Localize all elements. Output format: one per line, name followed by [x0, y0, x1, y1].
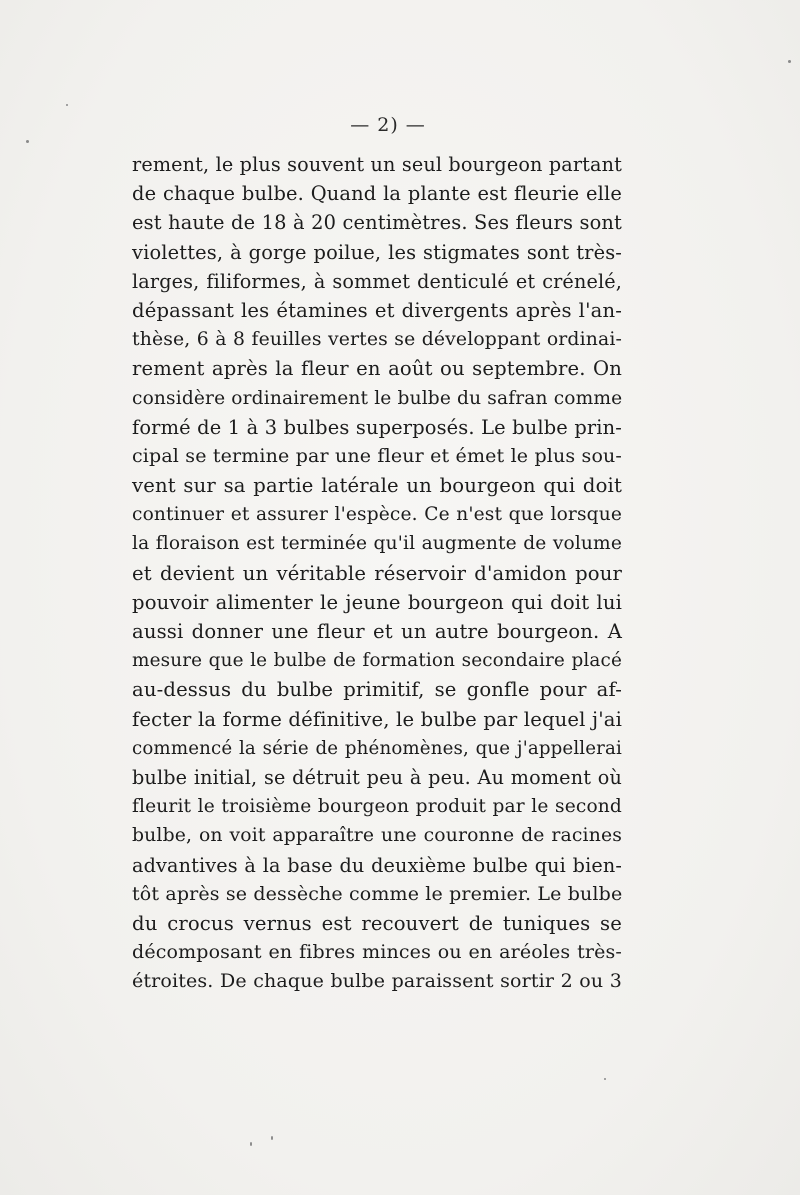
text-line: du crocus vernus est recouvert de tuniques se: [132, 911, 622, 935]
text-line: et devient un véritable réservoir d'amidon pour: [132, 561, 622, 585]
text-line: rement, le plus souvent un seul bourgeon partant: [132, 153, 622, 176]
text-line: rement après la fleur en août ou septembre. On: [132, 357, 622, 381]
text-line: formé de 1 à 3 bulbes superposés. Le bulbe prin-: [132, 415, 622, 439]
paper-speck: [66, 104, 68, 106]
text-line: commencé la série de phénomènes, que j'appellerai: [132, 737, 622, 759]
text-line: mesure que le bulbe de formation secondaire placé: [132, 650, 622, 672]
text-line: cipal se termine par une fleur et émet le plus sou-: [132, 444, 622, 467]
text-line: pouvoir alimenter le jeune bourgeon qui doit lui: [132, 590, 622, 614]
text-line: thèse, 6 à 8 feuilles vertes se développant ordinai-: [132, 329, 622, 351]
text-line: vent sur sa partie latérale un bourgeon qui doit: [132, 474, 622, 498]
text-line: est haute de 18 à 20 centimètres. Ses fleurs sont: [132, 211, 622, 235]
paper-speck: [26, 140, 29, 143]
paper-speck: [271, 1136, 273, 1140]
text-line: advantives à la base du deuxième bulbe qui bien-: [132, 853, 622, 877]
text-line: tôt après se dessèche comme le premier. Le bulbe: [132, 882, 623, 905]
text-line: larges, filiformes, à sommet denticulé et crénelé,: [132, 269, 622, 293]
paper-speck: [250, 1142, 252, 1146]
text-line: dépassant les étamines et divergents après l'an-: [132, 298, 622, 322]
text-line: étroites. De chaque bulbe paraissent sortir 2 ou 3: [132, 970, 622, 993]
text-line: décomposant en fibres minces ou en aréoles très-: [132, 941, 622, 964]
text-line: considère ordinairement le bulbe du safran comme: [132, 387, 623, 409]
body-paragraph: [132, 150, 622, 996]
text-line: aussi donner une fleur et un autre bourgeon. A: [132, 620, 622, 643]
text-line: continuer et assurer l'espèce. Ce n'est que lorsque: [132, 504, 622, 526]
text-line: la floraison est terminée qu'il augmente de volume: [132, 533, 622, 555]
page-number: — 2) —: [350, 114, 426, 136]
text-line: de chaque bulbe. Quand la plante est fleurie elle: [132, 182, 622, 206]
text-line: fecter la forme définitive, le bulbe par lequel j'ai: [132, 707, 622, 731]
text-line: au-dessus du bulbe primitif, se gonfle pour af-: [132, 678, 622, 702]
text-line: violettes, à gorge poilue, les stigmates sont très-: [132, 240, 622, 264]
paper-speck: [788, 60, 791, 63]
text-line: bulbe, on voit apparaître une couronne de racines: [132, 825, 622, 847]
paper-speck: [604, 1078, 606, 1080]
text-line: fleurit le troisième bourgeon produit par le second: [132, 796, 622, 818]
text-line: bulbe initial, se détruit peu à peu. Au moment où: [132, 765, 622, 789]
